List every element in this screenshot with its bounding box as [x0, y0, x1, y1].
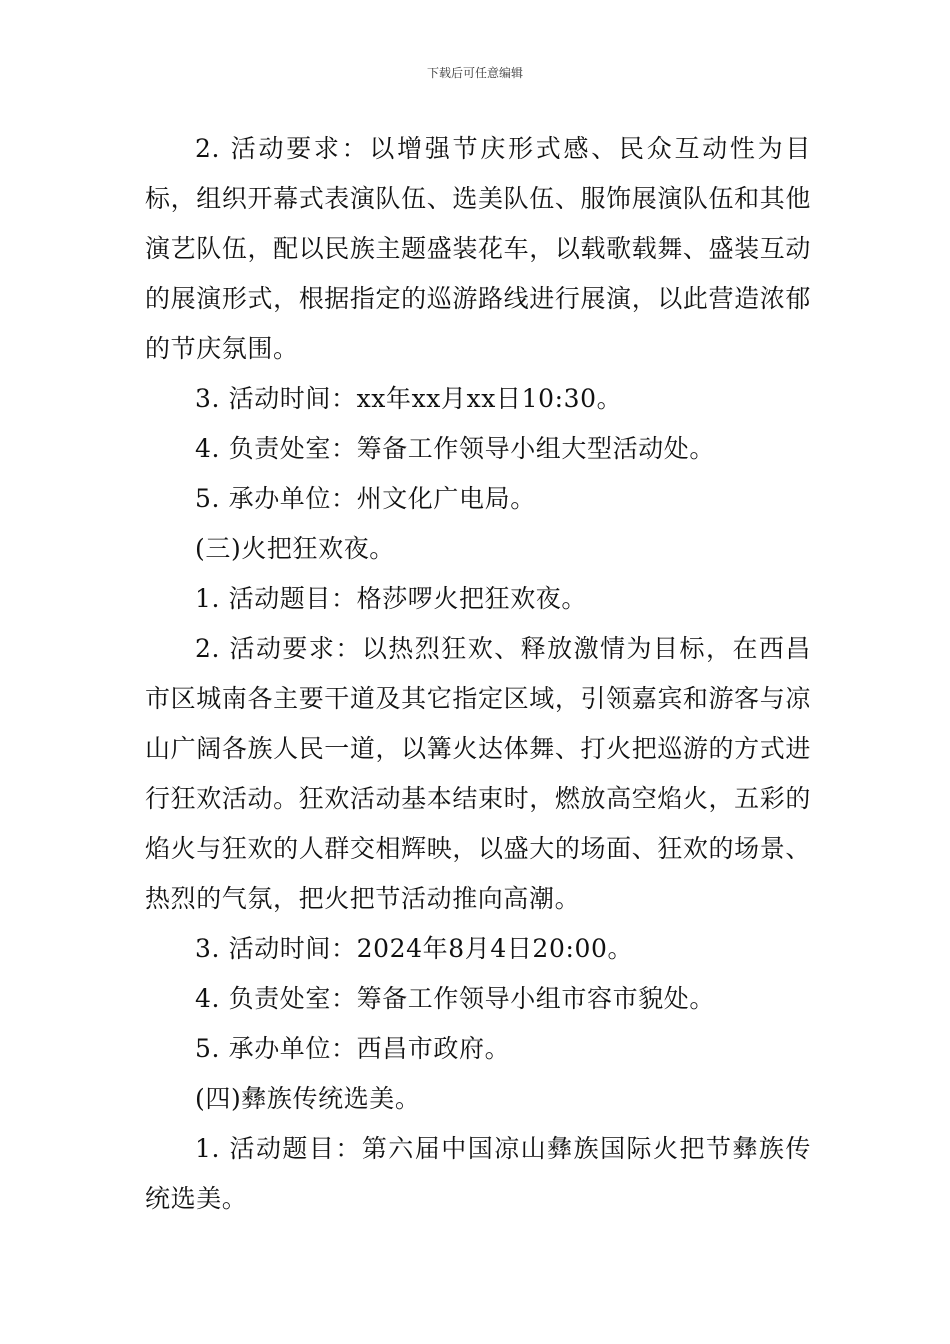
- paragraph-activity-title-carnival: 1. 活动题目：格莎啰火把狂欢夜。: [195, 584, 588, 613]
- section-heading-yi-beauty-pageant: (四)彝族传统选美。: [195, 1084, 421, 1113]
- document-body: [145, 124, 811, 1224]
- paragraph-activity-time-parade: 3. 活动时间：xx年xx月xx日10:30。: [195, 384, 623, 413]
- page-header: 下载后可任意编辑: [426, 66, 523, 80]
- paragraph-organizer-carnival: 5. 承办单位：西昌市政府。: [195, 1034, 511, 1063]
- paragraph-activity-requirements-parade: 2. 活动要求：以增强节庆形式感、民众互动性为目标，组织开幕式表演队伍、选美队伍、服饰展演队伍和其他演艺队伍，配以民族主题盛装花车，以载歌载舞、盛装互动的展演形式，根据指定的巡游路线进行展演，以此营造浓郁的节庆氛围。: [145, 134, 811, 363]
- paragraph-activity-requirements-carnival: 2. 活动要求：以热烈狂欢、释放激情为目标，在西昌市区城南各主要干道及其它指定区域，引领嘉宾和游客与凉山广阔各族人民一道，以篝火达体舞、打火把巡游的方式进行狂欢活动。狂欢活动基本结束时，燃放高空焰火，五彩的焰火与狂欢的人群交相辉映，以盛大的场面、狂欢的场景、热烈的气氛，把火把节活动推向高潮。: [145, 634, 811, 913]
- paragraph-activity-time-carnival: 3. 活动时间：2024年8月4日20:00。: [195, 934, 634, 963]
- paragraph-organizer-parade: 5. 承办单位：州文化广电局。: [195, 484, 536, 513]
- paragraph-responsible-office-parade: 4. 负责处室：筹备工作领导小组大型活动处。: [195, 434, 716, 463]
- section-heading-torch-carnival: (三)火把狂欢夜。: [195, 534, 395, 563]
- paragraph-responsible-office-carnival: 4. 负责处室：筹备工作领导小组市容市貌处。: [195, 984, 716, 1013]
- paragraph-activity-title-pageant: 1. 活动题目：第六届中国凉山彝族国际火把节彝族传统选美。: [145, 1134, 811, 1213]
